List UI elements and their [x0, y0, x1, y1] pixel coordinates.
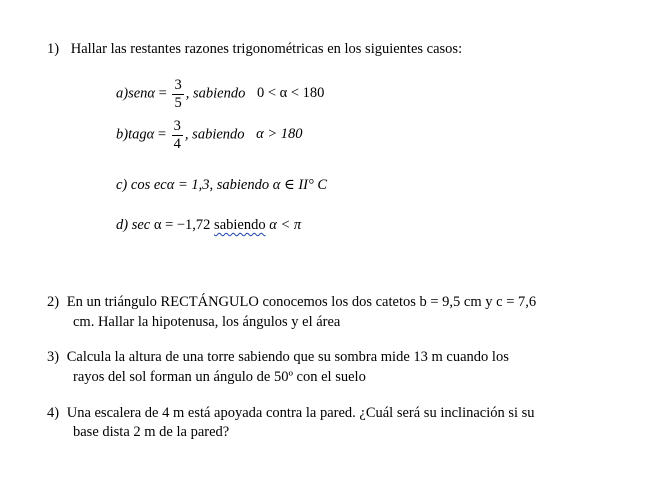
case-b-fraction — [172, 119, 183, 151]
question-1-text: Hallar las restantes razones trigonométricas en los siguientes casos: — [70, 41, 463, 57]
case-b — [116, 119, 303, 151]
case-a-alpha: α — [147, 85, 156, 102]
question-2-line2: cm. Hallar la hipotenusa, los ángulos y el área — [73, 314, 341, 330]
case-b-numerator: 3 — [173, 118, 181, 134]
case-a-fraction — [172, 78, 183, 110]
question-4-number: 4) — [47, 405, 60, 421]
case-a-prefix: a)sen — [116, 85, 148, 102]
case-a-after: , sabiendo — [185, 85, 246, 102]
case-d-word: sabiendo — [214, 217, 266, 233]
question-3 — [47, 349, 509, 366]
case-b-alpha: α — [146, 126, 155, 143]
case-a-numerator: 3 — [174, 77, 182, 93]
question-3-line2: rayos del sol forman un ángulo de 50º con el suelo — [73, 369, 366, 385]
case-c — [116, 177, 327, 194]
question-4-line1: Una escalera de 4 m está apoyada contra la pared. ¿Cuál será su inclinación si su — [66, 405, 535, 421]
question-1 — [47, 41, 462, 58]
case-b-after: , sabiendo — [184, 126, 245, 143]
question-3-line1: Calcula la altura de una torre sabiendo que su sombra mide 13 m cuando los — [66, 349, 509, 365]
question-2-line1: En un triángulo RECTÁNGULO conocemos los dos catetos b = 9,5 cm y c = 7,6 — [66, 294, 537, 310]
case-a — [116, 78, 324, 110]
question-4-line2: base dista 2 m de la pared? — [73, 424, 230, 440]
question-4 — [47, 405, 535, 422]
case-a-eq: = — [158, 85, 167, 102]
case-d-prefix: d) sec — [116, 217, 151, 233]
case-b-prefix: b)tag — [116, 126, 147, 143]
case-c-expr: α = 1,3, sabiendo — [166, 177, 270, 193]
case-a-denominator: 5 — [174, 94, 182, 111]
question-2 — [47, 294, 536, 311]
case-b-denominator: 4 — [173, 135, 181, 152]
case-c-prefix: c) cos ec — [116, 177, 167, 193]
question-3-number: 3) — [47, 349, 60, 365]
case-a-condition: 0 < α < 180 — [256, 85, 325, 102]
case-d-condition: α < π — [269, 217, 302, 233]
question-2-number: 2) — [47, 294, 60, 310]
case-b-eq: = — [157, 126, 167, 143]
question-1-number: 1) — [47, 41, 60, 57]
case-d — [116, 217, 301, 234]
case-d-expr: α = −1,72 — [153, 217, 211, 233]
case-b-condition: α > 180 — [256, 126, 303, 143]
case-c-condition: α ∈ II° C — [272, 177, 328, 193]
